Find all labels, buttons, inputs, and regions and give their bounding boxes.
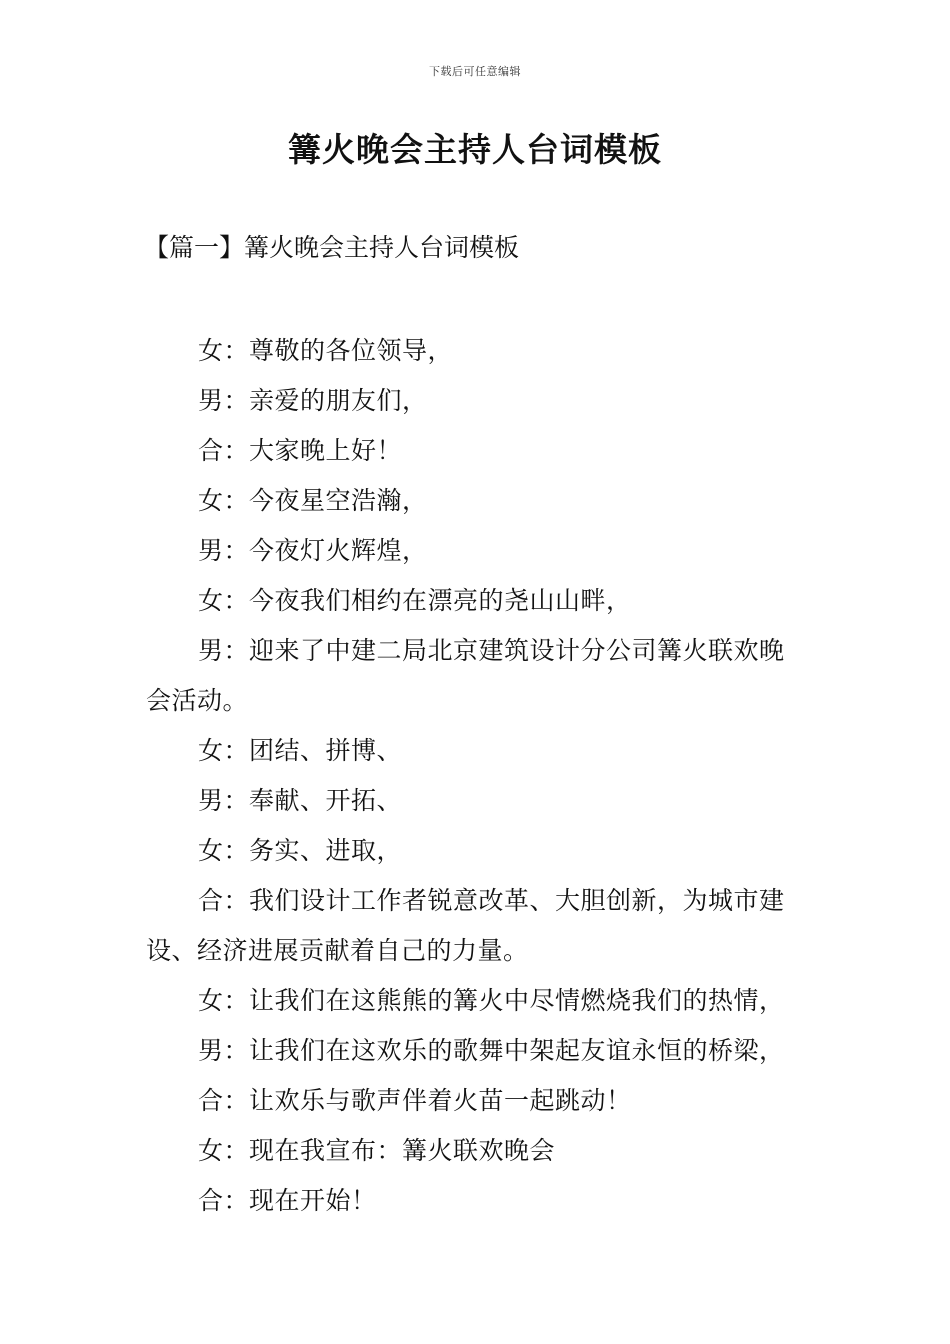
section-heading: 【篇一】篝火晚会主持人台词模板 <box>144 233 520 262</box>
script-body <box>146 326 808 1226</box>
script-line: 女：尊敬的各位领导， <box>198 336 454 365</box>
script-line: 合：我们设计工作者锐意改革、大胆创新，为城市建设、经济进展贡献着自己的力量。 <box>146 886 785 965</box>
script-line: 女：现在我宣布：篝火联欢晚会 <box>198 1136 556 1165</box>
header-note: 下载后可任意编辑 <box>429 65 521 78</box>
script-line: 合：让欢乐与歌声伴着火苗一起跳动！ <box>198 1086 632 1115</box>
script-line: 女：务实、进取， <box>198 836 403 865</box>
script-line: 合：大家晚上好！ <box>198 436 403 465</box>
script-line: 女：让我们在这熊熊的篝火中尽情燃烧我们的热情， <box>198 986 785 1015</box>
script-line: 女：今夜我们相约在漂亮的尧山山畔， <box>198 586 632 615</box>
script-line: 男：奉献、开拓、 <box>198 786 403 815</box>
document-title: 篝火晚会主持人台词模板 <box>288 130 662 169</box>
script-line: 男：迎来了中建二局北京建筑设计分公司篝火联欢晚会活动。 <box>146 636 785 715</box>
script-line: 男：今夜灯火辉煌， <box>198 536 428 565</box>
script-line: 女：今夜星空浩瀚， <box>198 486 428 515</box>
script-line: 合：现在开始！ <box>198 1186 377 1215</box>
script-line: 男：亲爱的朋友们， <box>198 386 428 415</box>
script-line: 女：团结、拼博、 <box>198 736 403 765</box>
script-line: 男：让我们在这欢乐的歌舞中架起友谊永恒的桥梁， <box>198 1036 785 1065</box>
